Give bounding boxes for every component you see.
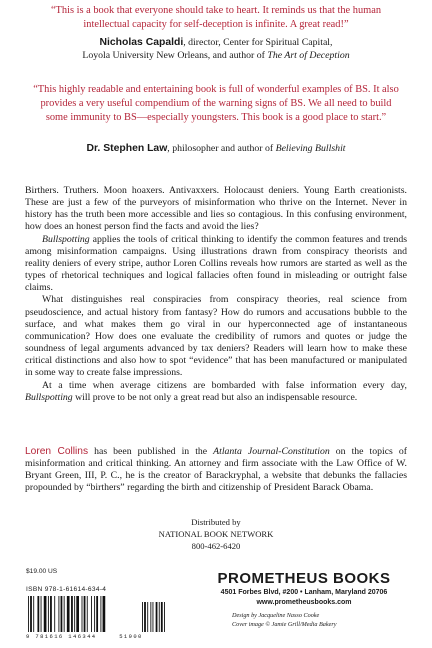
distribution-info xyxy=(0,516,432,552)
blurb-author-1-book: The Art of Deception xyxy=(267,50,350,61)
description-paragraph-2-text: applies the tools of critical thinking to identify the common features and trends among misinformation campaigns. Using illustrations drawn from conspiracy theorists and reality deniers of every stripe, author Loren Collins reveals how rumors are started as well as the types of rhetorical techniques and logical fallacies often found in misleading or outright false claims. xyxy=(25,233,407,294)
cover-image-credit: Cover image © Jamie Grill/Media Bakery xyxy=(232,621,337,628)
distributor-phone: 800-462-6420 xyxy=(191,541,241,551)
description-paragraph-3: What distinguishes real conspiracies from conspiracy theories, real science from pseudoscience, and actual history from fantasy? How do rumors and accusations bubble to the surface, and what makes them go viral in our hyperconnected age of instantaneous communication? How does one evaluate the credibility of rumors and quotes or judge the soundness of legal arguments advanced by tax deniers? Readers will learn how to make these critical distinctions and also how to spot “evidence” that has been manufactured or manipulated in some way to create false impressions. xyxy=(25,294,407,379)
description-paragraph-1: Birthers. Truthers. Moon hoaxers. Antivaxxers. Holocaust deniers. Young Earth creationists. These are just a few of the purveyors of misinformation who thrive on the Internet. Never in history has the truth been more accessible and lies so contagious. In this confusing environment, how does an honest person find the facts and avoid the lies? xyxy=(25,185,407,233)
author-name: Loren Collins xyxy=(25,446,89,457)
blurb-author-2-role: , philosopher and author of xyxy=(167,143,276,154)
book-title-mention-2: Bullspotting xyxy=(25,391,73,403)
description-paragraph-2 xyxy=(25,234,407,295)
author-bio-part-1: has been published in the xyxy=(88,446,214,457)
description-paragraph-4 xyxy=(25,380,407,404)
blurb-quote-2-text: “This highly readable and entertaining book is full of wonderful examples of BS. It also provides a very useful compendium of the warning signs of BS. We all need to build some immunity to BS—especially youngsters. This book is a good place to start.” xyxy=(33,84,399,124)
blurb-quote-1-text: “This is a book that everyone should take to heart. It reminds us that the human intellectual capacity for self-deception is infinite. A great read!” xyxy=(50,5,382,31)
barcode-ean: 9 781616 146344 xyxy=(26,633,97,640)
blurb-quote-2 xyxy=(30,83,402,126)
distribution-label: Distributed by xyxy=(191,517,241,527)
design-credit: Design by Jacqueline Nasso Cooke xyxy=(232,612,320,619)
description-paragraph-4-end: will prove to be not only a great read but also an indispensable resource. xyxy=(72,391,358,403)
barcode xyxy=(26,596,176,634)
barcode-number xyxy=(26,633,143,640)
blurb-author-2-name: Dr. Stephen Law xyxy=(86,143,168,154)
author-bio-publication: Atlanta Journal-Constitution xyxy=(213,446,330,457)
publisher-name: PROMETHEUS BOOKS xyxy=(217,570,391,587)
publisher-address: 4501 Forbes Blvd, #200 • Lanham, Maryland 20706 xyxy=(220,589,388,596)
blurb-attribution-1 xyxy=(30,36,402,62)
book-title-mention: Bullspotting xyxy=(42,233,90,245)
blurb-author-1-name: Nicholas Capaldi xyxy=(99,37,184,48)
blurb-author-2-book: Believing Bullshit xyxy=(275,143,346,154)
publisher-url: www.prometheusbooks.com xyxy=(256,599,352,606)
price: $19.00 US xyxy=(26,568,58,575)
blurb-author-1-role-2: Loyola University New Orleans, and author of xyxy=(82,50,268,61)
design-credits xyxy=(232,611,337,629)
description-paragraph-4-start: At a time when average citizens are bombarded with false information every day, xyxy=(42,379,407,391)
distributor-name: NATIONAL BOOK NETWORK xyxy=(158,529,274,539)
author-bio xyxy=(25,446,407,495)
author-bio-part-2: on the topics of misinformation and critical thinking. An attorney and firm associate with the Law Office of W. Bryant Green, III, P. C., he is the creator of Barackryphal, a website that debunks the fallacies propounded by “birthers” regarding the birth and citizenship of President Barack Obama. xyxy=(25,446,407,494)
author-bio-paragraph xyxy=(25,446,407,495)
blurb-author-1-role: , director, Center for Spiritual Capital, xyxy=(183,37,333,48)
blurb-attribution-2 xyxy=(30,142,402,155)
blurb-quote-1 xyxy=(48,4,384,32)
book-description xyxy=(25,185,407,404)
barcode-addon: 51900 xyxy=(119,633,143,640)
isbn: ISBN 978-1-61614-634-4 xyxy=(26,586,107,593)
